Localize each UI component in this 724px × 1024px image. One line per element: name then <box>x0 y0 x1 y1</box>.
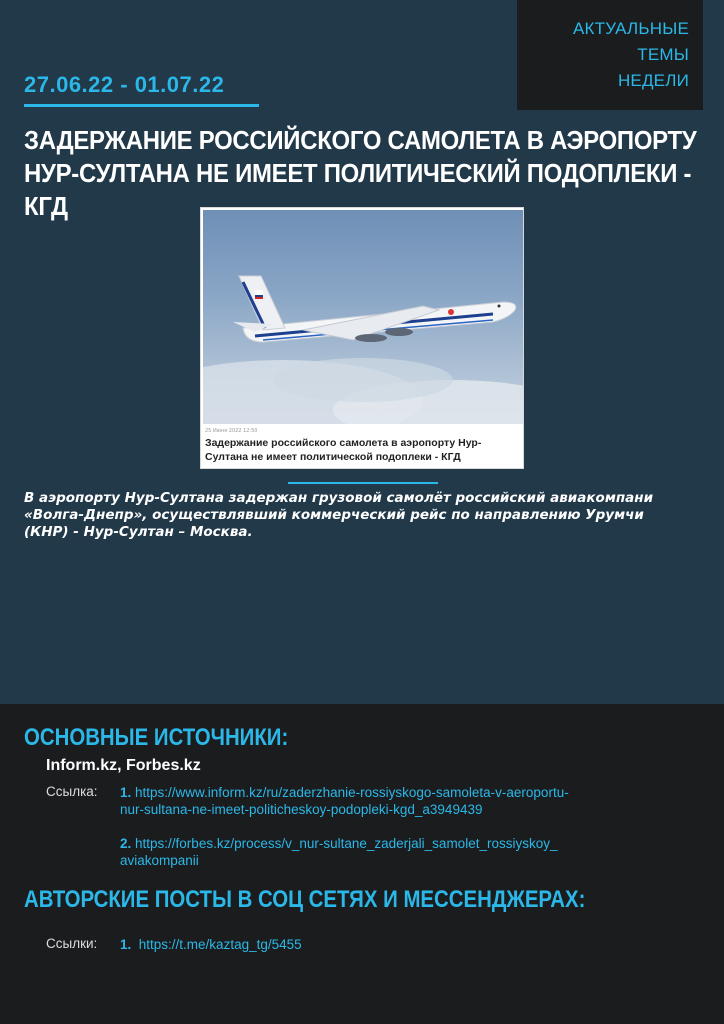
source-link-2-number: 2. <box>120 836 132 851</box>
news-photo-card <box>200 207 524 469</box>
airplane-illustration <box>203 210 523 424</box>
badge-line-2: НЕДЕЛИ <box>617 71 689 90</box>
source-link-2-url-part2[interactable]: aviakompanii <box>120 853 199 868</box>
posts-link-label: Ссылки: <box>46 936 98 951</box>
headline: ЗАДЕРЖАНИЕ РОССИЙСКОГО САМОЛЕТА В АЭРОПОРТУ НУР-СУЛТАНА НЕ ИМЕЕТ ПОЛИТИЧЕСКИЙ ПОДОПЛЕКИ - КГД <box>24 125 697 221</box>
photo-caption: Задержание российского самолета в аэропорту Нур-Султана не имеет политической подоплеки - КГД <box>205 437 482 463</box>
source-link-1[interactable] <box>120 784 710 818</box>
posts-title: АВТОРСКИЕ ПОСТЫ В СОЦ СЕТЯХ И МЕССЕНДЖЕРАХ: <box>24 886 586 913</box>
post-link-1-url[interactable]: https://t.me/kaztag_tg/5455 <box>138 937 302 952</box>
airplane-photo <box>203 210 523 424</box>
date-underline <box>24 104 259 107</box>
caption-divider <box>288 482 438 484</box>
source-link-1-url-part1[interactable]: https://www.inform.kz/ru/zaderzhanie-rossiyskogo-samoleta-v-aeroportu- <box>135 785 569 800</box>
source-link-2-url-part1[interactable]: https://forbes.kz/process/v_nur-sultane_zaderjali_samolet_rossiyskoy_ <box>135 836 558 851</box>
post-link-1[interactable] <box>120 936 710 953</box>
sources-title: ОСНОВНЫЕ ИСТОЧНИКИ: <box>24 724 289 751</box>
photo-date: 25 Июня 2022 12:50 <box>205 428 258 434</box>
post-link-1-number: 1. <box>120 937 132 952</box>
badge-line-1: АКТУАЛЬНЫЕ ТЕМЫ <box>573 19 689 64</box>
date-range: 27.06.22 - 01.07.22 <box>24 72 225 97</box>
sources-link-label: Ссылка: <box>46 784 98 799</box>
lead-paragraph: В аэропорту Нур-Султана задержан грузовой самолёт российский авиакомпани «Волга-Днепр», осуществлявший коммерческий рейс по направлению Урумчи (КНР) - Нур-Султан – Москва. <box>24 490 654 540</box>
source-link-1-url-part2[interactable]: nur-sultana-ne-imeet-politicheskoy-podopleki-kgd_a3949439 <box>120 802 483 817</box>
source-link-2[interactable] <box>120 835 710 869</box>
source-link-1-number: 1. <box>120 785 132 800</box>
weekly-topics-badge <box>517 0 703 110</box>
sources-names: Inform.kz, Forbes.kz <box>46 757 201 774</box>
